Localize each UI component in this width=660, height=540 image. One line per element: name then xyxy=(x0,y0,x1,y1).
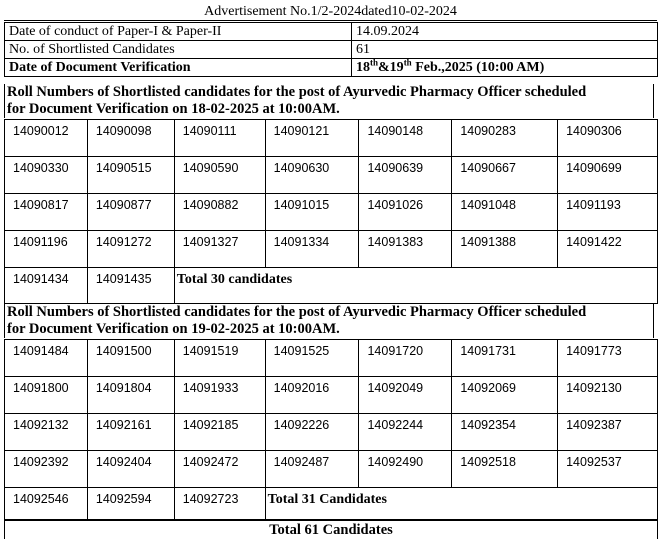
roll-number-cell: 14090639 xyxy=(359,157,452,194)
roll-number-cell: 14091800 xyxy=(5,377,88,414)
roll-number-cell: 14092354 xyxy=(452,414,558,451)
roll-number-cell: 14090817 xyxy=(5,194,88,231)
info-value: 61 xyxy=(352,41,658,59)
roll-number-cell: 14090098 xyxy=(87,120,174,157)
roll-number-cell: 14090630 xyxy=(265,157,359,194)
table-row xyxy=(5,414,658,451)
section1-heading-line1: Roll Numbers of Shortlisted candidates for the post of Ayurvedic Pharmacy Officer scheduled xyxy=(7,84,587,100)
table-row xyxy=(5,488,658,521)
roll-number-cell: 14090012 xyxy=(5,120,88,157)
roll-number-cell: 14091334 xyxy=(265,231,359,268)
table-row xyxy=(5,268,658,304)
roll-number-cell: 14092518 xyxy=(452,451,558,488)
table-row xyxy=(5,451,658,488)
roll-number-cell: 14090283 xyxy=(452,120,558,157)
section2-roll-table xyxy=(4,339,658,521)
doc-verification-label: Date of Document Verification xyxy=(5,59,352,77)
roll-number-cell: 14092049 xyxy=(359,377,452,414)
roll-number-cell: 14091731 xyxy=(452,340,558,377)
roll-number-cell: 14092487 xyxy=(265,451,359,488)
roll-number-cell: 14090148 xyxy=(359,120,452,157)
table-row xyxy=(5,231,658,268)
dv-day2: &19 xyxy=(378,60,404,75)
dv-rest: Feb.,2025 (10:00 AM) xyxy=(411,60,545,75)
roll-number-cell: 14090590 xyxy=(174,157,265,194)
roll-number-cell: 14091484 xyxy=(5,340,88,377)
roll-number-cell: 14092404 xyxy=(87,451,174,488)
info-label: No. of Shortlisted Candidates xyxy=(5,41,352,59)
roll-number-cell: 14092723 xyxy=(174,488,265,521)
dv-sup1: th xyxy=(370,57,379,68)
roll-number-cell: 14092130 xyxy=(558,377,658,414)
roll-number-cell: 14091327 xyxy=(174,231,265,268)
roll-number-cell: 14090121 xyxy=(265,120,359,157)
roll-number-cell: 14092016 xyxy=(265,377,359,414)
roll-number-cell: 14090667 xyxy=(452,157,558,194)
roll-number-cell: 14090111 xyxy=(174,120,265,157)
roll-number-cell: 14092069 xyxy=(452,377,558,414)
roll-number-cell: 14091500 xyxy=(87,340,174,377)
roll-number-cell: 14091434 xyxy=(5,268,88,304)
roll-number-cell: 14091933 xyxy=(174,377,265,414)
info-label: Date of conduct of Paper-I & Paper-II xyxy=(5,23,352,41)
roll-number-cell: 14090877 xyxy=(87,194,174,231)
roll-number-cell: 14091804 xyxy=(87,377,174,414)
roll-number-cell: 14092594 xyxy=(87,488,174,521)
roll-number-cell: 14092132 xyxy=(5,414,88,451)
roll-number-cell: 14091773 xyxy=(558,340,658,377)
roll-number-cell: 14091383 xyxy=(359,231,452,268)
roll-number-cell: 14091196 xyxy=(5,231,88,268)
info-value: 14.09.2024 xyxy=(352,23,658,41)
roll-number-cell: 14091272 xyxy=(87,231,174,268)
section2-heading-line1: Roll Numbers of Shortlisted candidates for the post of Ayurvedic Pharmacy Officer scheduled xyxy=(7,304,587,320)
info-row xyxy=(5,41,658,59)
info-row xyxy=(5,23,658,41)
section1-heading-line2: for Document Verification on 18-02-2025 at 10:00AM. xyxy=(7,101,340,117)
roll-number-cell: 14092387 xyxy=(558,414,658,451)
roll-number-cell: 14092185 xyxy=(174,414,265,451)
table-row xyxy=(5,340,658,377)
roll-number-cell: 14092472 xyxy=(174,451,265,488)
section1-roll-table xyxy=(4,119,658,304)
roll-number-cell: 14091388 xyxy=(452,231,558,268)
roll-number-cell: 14090515 xyxy=(87,157,174,194)
section2-heading-line2: for Document Verification on 19-02-2025 at 10:00AM. xyxy=(7,321,340,337)
roll-number-cell: 14090306 xyxy=(558,120,658,157)
table-row xyxy=(5,377,658,414)
roll-number-cell: 14091720 xyxy=(359,340,452,377)
roll-number-cell: 14091193 xyxy=(558,194,658,231)
roll-number-cell: 14092490 xyxy=(359,451,452,488)
section2-heading xyxy=(4,304,654,338)
dv-day1: 18 xyxy=(356,60,370,75)
info-row xyxy=(5,59,658,77)
table-row xyxy=(5,194,658,231)
table-row xyxy=(5,157,658,194)
roll-number-cell: 14091519 xyxy=(174,340,265,377)
doc-verification-value xyxy=(352,59,658,77)
roll-number-cell: 14091525 xyxy=(265,340,359,377)
roll-number-cell: 14090882 xyxy=(174,194,265,231)
roll-number-cell: 14092161 xyxy=(87,414,174,451)
roll-number-cell: 14091048 xyxy=(452,194,558,231)
table-row xyxy=(5,120,658,157)
roll-number-cell: 14092392 xyxy=(5,451,88,488)
grand-total: Total 61 Candidates xyxy=(4,519,658,539)
roll-number-cell: 14091015 xyxy=(265,194,359,231)
roll-number-cell: 14091026 xyxy=(359,194,452,231)
roll-number-cell: 14090699 xyxy=(558,157,658,194)
roll-number-cell: 14092546 xyxy=(5,488,88,521)
roll-number-cell: 14091435 xyxy=(87,268,174,304)
roll-number-cell: 14091422 xyxy=(558,231,658,268)
section-total: Total 31 Candidates xyxy=(265,488,657,521)
info-table xyxy=(4,22,658,77)
roll-number-cell: 14092537 xyxy=(558,451,658,488)
roll-number-cell: 14092226 xyxy=(265,414,359,451)
section1-heading xyxy=(4,84,654,118)
roll-number-cell: 14090330 xyxy=(5,157,88,194)
roll-number-cell: 14092244 xyxy=(359,414,452,451)
dv-sup2: th xyxy=(403,57,412,68)
advertisement-title: Advertisement No.1/2-2024dated10-02-2024 xyxy=(4,4,657,21)
section-total: Total 30 candidates xyxy=(174,268,657,304)
